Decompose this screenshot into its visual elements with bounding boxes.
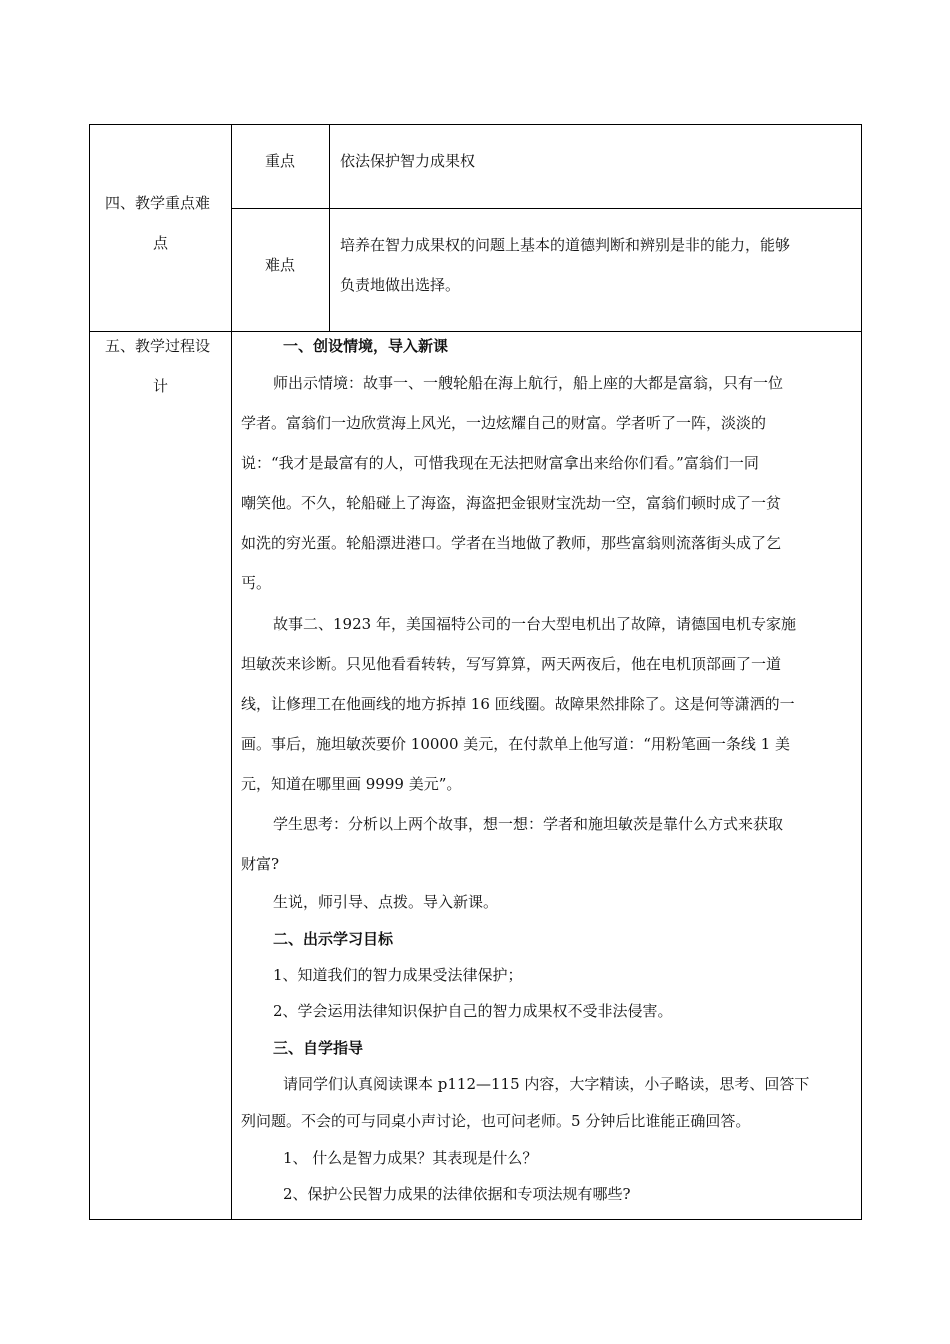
story1-line: 嘲笑他。不久，轮船碰上了海盗，海盗把金银财宝洗劫一空，富翁们顿时成了一贫 — [241, 494, 782, 512]
section4-label-line2: 点 — [153, 234, 169, 252]
table-border-left — [89, 124, 90, 1220]
section5-label-line1: 五、教学过程设 — [105, 337, 211, 355]
question-1: 1、 什么是智力成果？其表现是什么？ — [283, 1149, 538, 1167]
section4-label-line1: 四、教学重点难 — [105, 194, 211, 212]
table-border-bottom — [89, 1219, 862, 1220]
difficult-point-line2: 负责地做出选择。 — [340, 276, 461, 294]
heading-create-situation: 一、创设情境，导入新课 — [283, 337, 449, 355]
story1-line: 说：“我才是最富有的人，可惜我现在无法把财富拿出来给你们看。”富翁们一同 — [241, 454, 759, 472]
story1-line: 学者。富翁们一边欣赏海上风光，一边炫耀自己的财富。学者听了一阵，淡淡的 — [241, 414, 767, 432]
column-divider-sub — [329, 124, 330, 332]
difficult-point-label: 难点 — [265, 256, 296, 274]
question-2: 2、保护公民智力成果的法律依据和专项法规有哪些? — [283, 1185, 631, 1203]
row-divider-section — [89, 331, 862, 332]
table-border-right — [861, 124, 862, 1220]
guide-text: 生说，师引导、点拨。导入新课。 — [273, 893, 499, 911]
story2-line: 坦敏茨来诊断。只见他看看转转，写写算算，两天两夜后，他在电机顶部画了一道 — [241, 655, 782, 673]
row-divider-key — [231, 208, 862, 209]
story2-line: 元，知道在哪里画 9999 美元”。 — [241, 775, 462, 793]
key-point-label: 重点 — [265, 152, 296, 170]
section5-label-line2: 计 — [153, 377, 169, 395]
self-study-line: 列问题。不会的可与同桌小声讨论，也可问老师。5 分钟后比谁能正确回答。 — [241, 1112, 751, 1130]
think-line: 财富? — [241, 855, 280, 873]
difficult-point-line1: 培养在智力成果权的问题上基本的道德判断和辨别是非的能力，能够 — [340, 236, 791, 254]
learning-goal-2: 2、学会运用法律知识保护自己的智力成果权不受非法侵害。 — [273, 1002, 673, 1020]
table-border-top — [89, 124, 862, 125]
think-line: 学生思考：分析以上两个故事，想一想：学者和施坦敏茨是靠什么方式来获取 — [273, 815, 784, 833]
story1-line: 丐。 — [241, 574, 272, 592]
key-point-content: 依法保护智力成果权 — [340, 152, 476, 170]
story1-line: 如洗的穷光蛋。轮船漂进港口。学者在当地做了教师，那些富翁则流落街头成了乞 — [241, 534, 782, 552]
story2-line: 画。事后，施坦敏茨要价 10000 美元，在付款单上他写道：“用粉笔画一条线 1 美 — [241, 735, 791, 753]
learning-goal-1: 1、知道我们的智力成果受法律保护； — [273, 966, 523, 984]
heading-learning-goals: 二、出示学习目标 — [273, 930, 394, 948]
story2-line: 故事二、1923 年，美国福特公司的一台大型电机出了故障，请德国电机专家施 — [273, 615, 796, 633]
story1-line: 师出示情境：故事一、一艘轮船在海上航行，船上座的大都是富翁，只有一位 — [273, 374, 784, 392]
heading-self-study: 三、自学指导 — [273, 1039, 364, 1057]
story2-line: 线，让修理工在他画线的地方拆掉 16 匝线圈。故障果然排除了。这是何等潇洒的一 — [241, 695, 795, 713]
self-study-line: 请同学们认真阅读课本 p112—115 内容，大字精读，小子略读，思考、回答下 — [283, 1075, 810, 1093]
column-divider-main — [231, 124, 232, 1220]
